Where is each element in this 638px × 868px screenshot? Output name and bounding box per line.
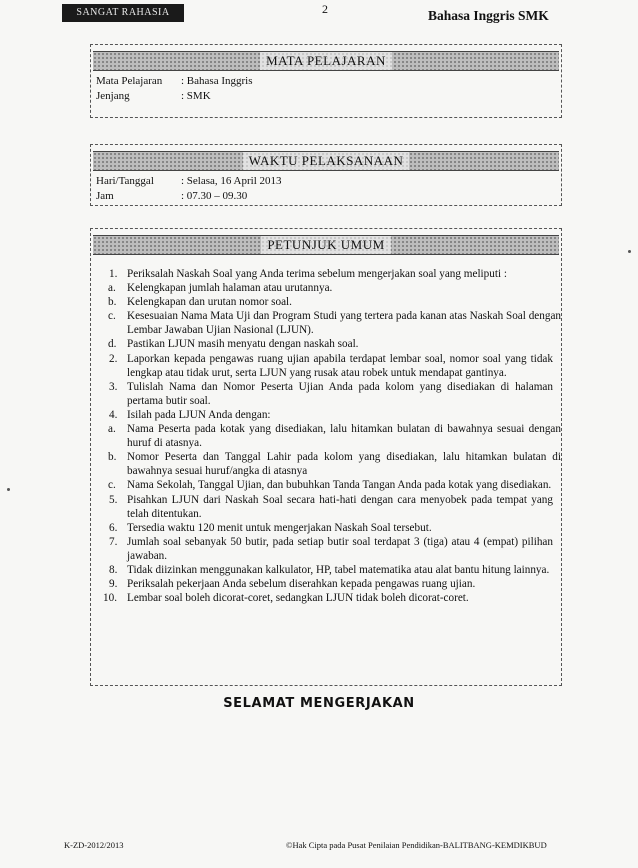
- sub-text: Nama Peserta pada kotak yang disediakan, lalu hitamkan bulatan di bawahnya sesuai dengan huruf di atasnya.: [127, 423, 561, 450]
- instruction-list: [91, 267, 561, 605]
- petunjuk-banner: [93, 235, 559, 255]
- sub-letter: a.: [108, 423, 116, 436]
- instruction-item: [91, 267, 561, 281]
- item-number: 2.: [109, 352, 118, 365]
- sub-letter: d.: [108, 338, 117, 351]
- item-number: 4.: [109, 408, 118, 421]
- sub-letter: b.: [108, 451, 117, 464]
- item-number: 6.: [109, 521, 118, 534]
- sub-item: [91, 478, 561, 492]
- item-number: 1.: [109, 268, 118, 280]
- confidential-stamp: SANGAT RAHASIA: [62, 4, 184, 22]
- sub-text: Kelengkapan dan urutan nomor soal.: [127, 296, 292, 309]
- instruction-item: [91, 591, 561, 605]
- waktu-banner: [93, 151, 559, 171]
- instruction-item: [91, 563, 561, 577]
- instruction-item: [91, 577, 561, 591]
- info-row: [91, 174, 561, 189]
- sub-item: [91, 422, 561, 450]
- waktu-title: WAKTU PELAKSANAAN: [243, 152, 410, 170]
- sub-text: Kesesuaian Nama Mata Uji dan Program Studi yang tertera pada kanan atas Naskah Soal dengan Lembar Jawaban Ujian Nasional (LJUN).: [127, 310, 561, 337]
- sub-text: Nomor Peserta dan Tanggal Lahir pada kolom yang disediakan, lalu hitamkan bulatan di bawahnya sesuai huruf/angka di atasnya: [127, 451, 561, 478]
- info-value: : 07.30 – 09.30: [181, 190, 248, 202]
- sub-text: Nama Sekolah, Tanggal Ujian, dan bubuhkan Tanda Tangan Anda pada kotak yang disediakan.: [127, 479, 552, 492]
- instruction-item: [91, 352, 561, 380]
- mata-pelajaran-title: MATA PELAJARAN: [260, 52, 392, 70]
- info-row: [91, 74, 561, 89]
- sub-item: [91, 337, 561, 351]
- instruction-item: [91, 380, 561, 408]
- instruction-item: [91, 535, 561, 563]
- item-text: Pisahkan LJUN dari Naskah Soal secara hati-hati dengan cara menyobek pada tempat yang telah ditentukan.: [127, 493, 553, 520]
- info-label: Mata Pelajaran: [96, 75, 163, 87]
- instruction-item: [91, 493, 561, 521]
- info-value: : SMK: [181, 90, 211, 102]
- item-number: 3.: [109, 380, 118, 393]
- petunjuk-umum-box: [90, 228, 562, 686]
- footer-code: K-ZD-2012/2013: [64, 840, 124, 850]
- sub-letter: c.: [108, 479, 116, 492]
- item-text: Periksalah pekerjaan Anda sebelum diserahkan kepada pengawas ruang ujian.: [127, 578, 476, 591]
- item-text: Jumlah soal sebanyak 50 butir, pada setiap butir soal terdapat 3 (tiga) atau 4 (empat) pilihan jawaban.: [127, 535, 553, 562]
- item-text: Tulislah Nama dan Nomor Peserta Ujian Anda pada kolom yang disediakan di halaman pertama butir soal.: [127, 380, 553, 407]
- info-value: : Bahasa Inggris: [181, 75, 253, 87]
- sub-item: [91, 295, 561, 309]
- sub-item: [91, 309, 561, 337]
- instruction-item: [91, 408, 561, 422]
- item-text: Tidak diizinkan menggunakan kalkulator, HP, tabel matematika atau alat bantu hitung lainnya.: [127, 563, 550, 576]
- item-text: Isilah pada LJUN Anda dengan:: [127, 408, 271, 421]
- item-text: Lembar soal boleh dicorat-coret, sedangkan LJUN tidak boleh dicorat-coret.: [127, 592, 469, 605]
- mata-pelajaran-box: [90, 44, 562, 118]
- subject-header: Bahasa Inggris SMK: [428, 8, 549, 23]
- item-number: 9.: [109, 578, 118, 591]
- sub-text: Kelengkapan jumlah halaman atau urutannya.: [127, 282, 333, 295]
- info-row: [91, 189, 561, 204]
- petunjuk-title: PETUNJUK UMUM: [261, 236, 390, 254]
- item-number: 10.: [103, 592, 117, 605]
- info-row: [91, 89, 561, 104]
- sub-letter: b.: [108, 296, 117, 309]
- info-value: : Selasa, 16 April 2013: [181, 175, 282, 187]
- sub-item: [91, 450, 561, 478]
- item-number: 8.: [109, 563, 118, 576]
- sub-item: [91, 281, 561, 295]
- info-label: Hari/Tanggal: [96, 175, 154, 187]
- waktu-pelaksanaan-box: [90, 144, 562, 206]
- instruction-item: [91, 521, 561, 535]
- closing-message: SELAMAT MENGERJAKAN: [223, 696, 415, 711]
- mata-pelajaran-banner: [93, 51, 559, 71]
- item-text: Periksalah Naskah Soal yang Anda terima sebelum mengerjakan soal yang meliputi :: [127, 268, 507, 280]
- scan-speck: [628, 250, 631, 253]
- item-text: Laporkan kepada pengawas ruang ujian apabila terdapat lembar soal, nomor soal yang tidak lengkap atau tidak urut, serta LJUN yang rusak atau robek untuk mendapat gantinya.: [127, 352, 553, 379]
- sub-text: Pastikan LJUN masih menyatu dengan naskah soal.: [127, 338, 359, 351]
- page-number: 2: [322, 2, 328, 16]
- sub-letter: a.: [108, 282, 116, 295]
- scan-speck: [7, 488, 10, 491]
- footer-copyright: ©Hak Cipta pada Pusat Penilaian Pendidikan-BALITBANG-KEMDIKBUD: [286, 840, 547, 850]
- item-number: 7.: [109, 535, 118, 548]
- info-label: Jam: [96, 190, 114, 202]
- sub-letter: c.: [108, 310, 116, 323]
- item-text: Tersedia waktu 120 menit untuk mengerjakan Naskah Soal tersebut.: [127, 521, 432, 534]
- item-number: 5.: [109, 493, 118, 506]
- info-label: Jenjang: [96, 90, 130, 102]
